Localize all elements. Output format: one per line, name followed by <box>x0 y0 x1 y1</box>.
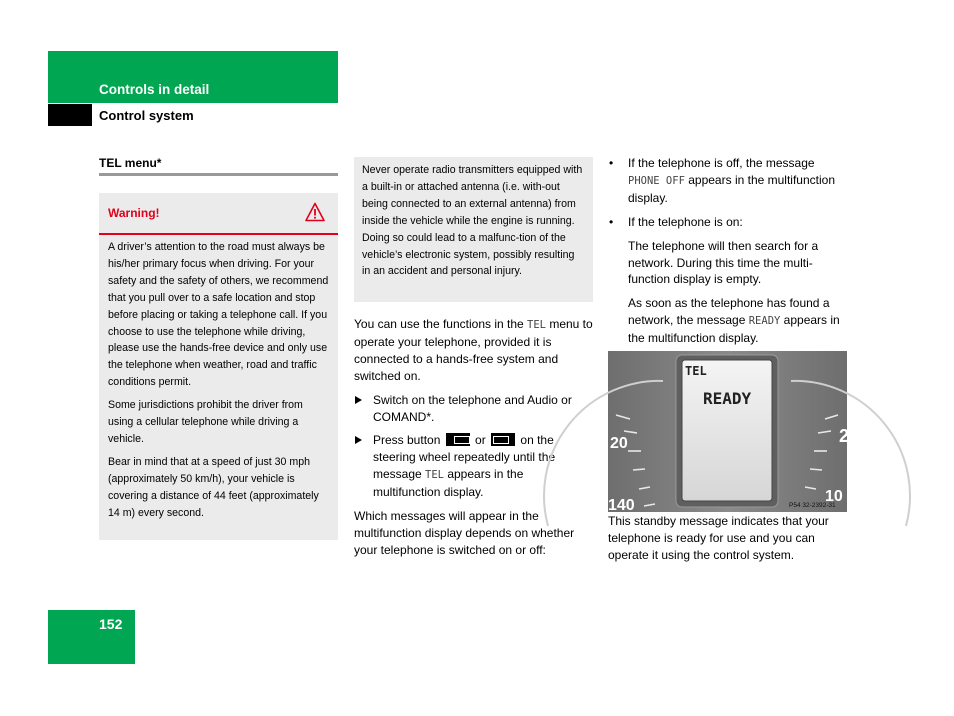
search-network-paragraph: The telephone will then search for a network. During this time the multi-function display is empty. <box>628 238 819 287</box>
section-title: Control system <box>99 108 194 123</box>
warning-paragraph: A driver’s attention to the road must always be his/her primary focus when driving. For your safety and the safety of others, we recommend that you pull over to a safe location and stop before placing or taking a telephone call. If you choose to use the telephone while driving, please use the hands-free device and only use the telephone when weather, road and traffic conditions permit. <box>108 241 329 389</box>
cluster-illustration <box>608 351 850 514</box>
page-number: 152 <box>99 616 123 632</box>
display-message: READY <box>703 389 752 408</box>
bullet-icon: • <box>609 214 614 229</box>
column-right <box>608 155 848 354</box>
bullet-phone-on: • If the telephone is on: <box>609 214 743 229</box>
chapter-header-bar <box>48 51 338 103</box>
next-display-button-icon <box>446 433 470 446</box>
previous-display-button-icon <box>491 433 515 446</box>
gauge-number: 140 <box>608 497 635 514</box>
tel-code: TEL <box>425 469 444 482</box>
tel-code: TEL <box>527 319 546 331</box>
warning-box <box>99 193 338 540</box>
ready-code: READY <box>748 315 781 328</box>
gauge-number: 10 <box>825 488 843 505</box>
tel-menu-heading: TEL menu* <box>99 156 162 170</box>
gauge-number: 20 <box>610 435 628 452</box>
heading-rule <box>99 173 338 176</box>
warning-title: Warning! <box>108 206 160 220</box>
page-number-tab <box>48 610 135 664</box>
phone-off-code: PHONE OFF <box>628 174 685 187</box>
warning-header <box>99 193 338 235</box>
bullet-phone-off: • If the telephone is off, the message PHONE OFF appears in the multifunction display. <box>609 156 835 205</box>
note-text: Never operate radio transmitters equipped with a built-in or attached antenna (i.e. with-out being connected to an external antenna) from inside the vehicle while the engine is running. Doing so could lead to a malfunc-tion of the vehicle’s electronic system, possibly resulting in an accident and personal injury. <box>362 164 583 278</box>
bullet-icon: • <box>609 156 614 170</box>
step-arrow-icon <box>355 396 362 404</box>
warning-paragraph: Bear in mind that at a speed of just 30 mph (approximately 50 km/h), your vehicle is covering a distance of 44 feet (approximately 14 m) every second. <box>108 455 319 519</box>
step-arrow-icon <box>355 436 362 444</box>
intro-paragraph: You can use the functions in the TEL menu to operate your telephone, provided it is connected to a hands-free system and switched on. <box>354 317 593 383</box>
section-marker <box>48 104 92 126</box>
chapter-title: Controls in detail <box>99 82 210 97</box>
warning-body <box>99 235 338 522</box>
display-title: TEL <box>685 364 707 378</box>
step-switch-on: Switch on the telephone and Audio or COMAND*. <box>354 392 594 426</box>
warning-triangle-icon <box>305 202 325 222</box>
which-messages-paragraph: Which messages will appear in the multifunction display depends on whether your telephone is switched on or off: <box>354 509 575 557</box>
figure-reference-code: P54 32-2392-31 <box>789 502 836 509</box>
warning-paragraph: Some jurisdictions prohibit the driver from using a cellular telephone while driving a vehicle. <box>108 399 303 445</box>
note-box <box>354 157 593 302</box>
step-press-button: Press button or on the steering wheel repeatedly until the message TEL appears in the multifunction display. <box>354 432 594 501</box>
network-found-paragraph: As soon as the telephone has found a network, the message READY appears in the multifunction display. <box>628 296 840 346</box>
figure-caption: This standby message indicates that your telephone is ready for use and you can operate it using the control system. <box>608 514 829 562</box>
instrument-cluster-photo <box>608 351 850 514</box>
gauge-number: 2 <box>839 426 850 446</box>
